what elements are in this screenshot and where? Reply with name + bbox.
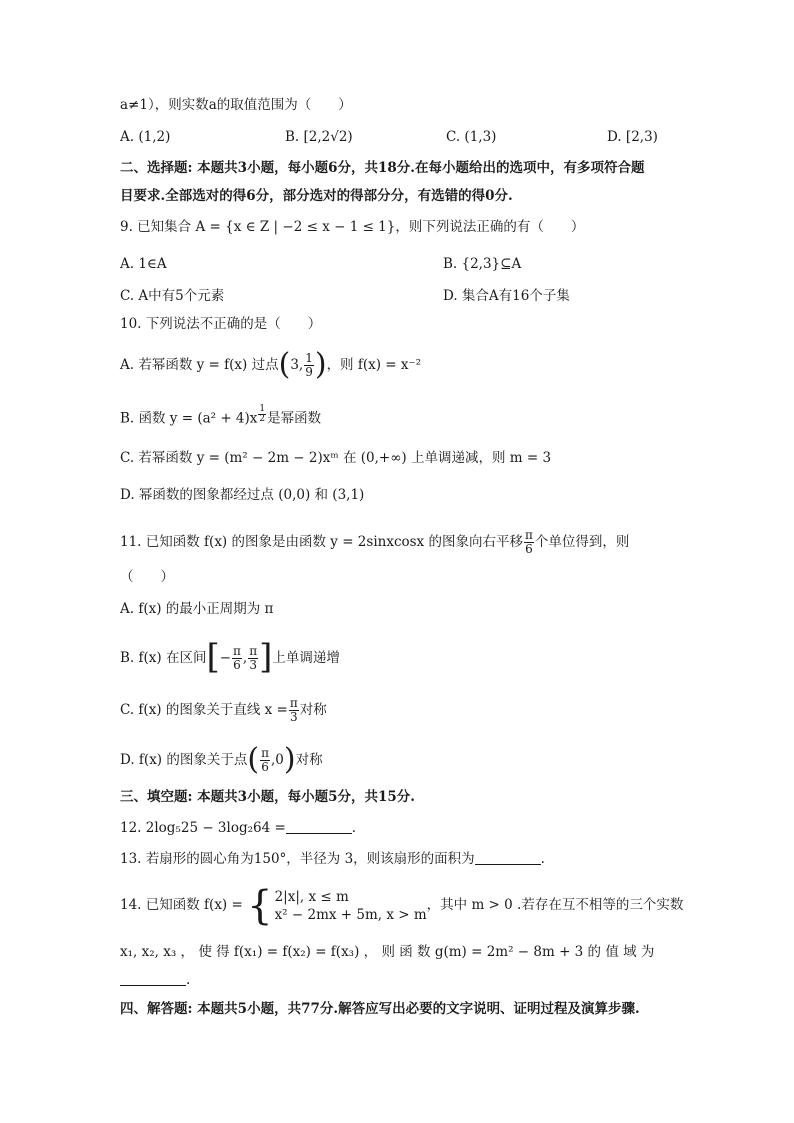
bracket-left: [	[206, 637, 220, 677]
q9-option-c: C. A中有5个元素	[120, 288, 225, 304]
paren-left: (	[278, 347, 291, 382]
q12-answer-blank[interactable]	[286, 819, 352, 834]
denominator: 3	[290, 710, 298, 724]
q14-row2: x² − 2mx + 5m, x > m	[274, 906, 427, 923]
q11-stem-pre: 11. 已知函数 f(x) 的图象是由函数 y = 2sinxcosx 的图象向右平移	[120, 534, 523, 550]
q10-a-fraction	[304, 352, 314, 379]
numerator: π	[233, 644, 241, 658]
q11-option-b: B. f(x) 在区间[− $\frac{\pi}{6}$ , $\frac{\pi}{3}$ ]上单调递增	[120, 637, 340, 677]
numerator: 1	[305, 351, 313, 365]
denominator: 9	[305, 365, 313, 379]
q9-stem: 9. 已知集合 A = {x ∈ Z | −2 ≤ x − 1 ≤ 1}，则下列说法正确的有（ ）	[120, 219, 585, 235]
q10-stem: 10. 下列说法不正确的是（ ）	[120, 316, 322, 332]
q8-option-c: C. (1,3)	[446, 129, 497, 145]
q8-option-a: A. (1,2)	[120, 129, 171, 145]
q8-option-d: D. [2,3)	[607, 129, 658, 145]
q14-stem	[120, 883, 683, 927]
section4-header: 四、解答题: 本题共5小题，共77分.解答应写出必要的文字说明、证明过程及演算步骤.	[120, 1001, 640, 1017]
numerator: π	[289, 696, 298, 710]
q10-b-exponent	[258, 405, 266, 424]
section3-header: 三、填空题: 本题共3小题，每小题5分，共15分.	[120, 789, 415, 805]
q11-c-post: 对称	[299, 702, 327, 718]
denominator: 2	[259, 414, 266, 424]
q10-option-d: D. 幂函数的图象都经过点 (0,0) 和 (3,1)	[120, 487, 365, 503]
q14-answer-blank[interactable]	[120, 971, 186, 986]
denominator: 6	[233, 658, 241, 672]
q11-b-pre: B. f(x) 在区间	[120, 650, 207, 666]
q12-text: 12. 2log₅25 − 3log₂64 =	[120, 820, 286, 836]
q10-option-c: C. 若幂函数 y = (m² − 2m − 2)xᵐ 在 (0,+∞) 上单调递减，则 m = 3	[120, 450, 552, 466]
q14-line2: x₁, x₂, x₃ ， 使 得 f(x₁) = f(x₂) = f(x₃) ， 则 函 数 g(m) = 2m² − 8m + 3 的 值 域 为	[120, 944, 655, 960]
q11-stem-fraction	[524, 529, 534, 556]
q13-answer-blank[interactable]	[475, 850, 541, 865]
q11-c-fraction	[289, 697, 299, 724]
bracket-right: ]	[259, 637, 273, 677]
paren-left: (	[247, 742, 260, 777]
q14-row1: 2|x|, x ≤ m	[274, 888, 349, 905]
q11-b-fraction-2	[248, 645, 258, 672]
q13-stem: 13. 若扇形的圆心角为150°，半径为 3，则该扇形的面积为 .	[120, 851, 545, 867]
q11-d-post: 对称	[295, 752, 323, 768]
q11-stem	[120, 529, 629, 556]
q9-option-a: A. 1∈A	[120, 256, 167, 272]
q11-option-c	[120, 697, 327, 724]
q13-text: 13. 若扇形的圆心角为150°，半径为 3，则该扇形的面积为	[120, 851, 475, 867]
q14-answer-line: .	[120, 970, 190, 990]
q11-stem-post: 个单位得到，则	[534, 534, 630, 550]
section2-header-line2: 目要求.全部选对的得6分，部分选对的得部分分，有选错的得0分.	[120, 188, 513, 204]
denominator: 3	[249, 658, 257, 672]
numerator: π	[261, 746, 269, 760]
paren-right: )	[314, 347, 327, 382]
q11-b-fraction-1	[232, 645, 242, 672]
q10-a-point: 3,	[290, 357, 304, 373]
q10-option-b	[120, 405, 321, 429]
section2-header-line1: 二、选择题: 本题共3小题，每小题6分，共18分.在每小题给出的选项中，有多项符合题	[120, 160, 645, 176]
q9-option-d: D. 集合A有16个子集	[443, 288, 570, 304]
q10-b-pre: B. 函数 y = (a² + 4)x	[120, 410, 258, 427]
numerator: π	[524, 528, 533, 542]
q10-b-post: 是幂函数	[267, 410, 322, 427]
q8-option-b: B. [2,2√2)	[285, 129, 353, 145]
q11-d-pre: D. f(x) 的图象关于点	[120, 752, 248, 768]
q14-post: ，其中 m > 0 .若存在互不相等的三个实数	[426, 897, 684, 913]
q11-stem-paren: （ ）	[120, 569, 174, 585]
q14-pre: 14. 已知函数 f(x) =	[120, 897, 243, 913]
numerator: π	[249, 644, 258, 658]
numerator: 1	[259, 404, 266, 414]
q8-stem-tail: a≠1），则实数a的取值范围为（ ）	[120, 97, 352, 113]
q11-option-d: D. f(x) 的图象关于点( $\frac{\pi}{6}$ ,0)对称	[120, 742, 323, 777]
denominator: 6	[525, 542, 533, 556]
paren-right: )	[283, 742, 296, 777]
denominator: 6	[261, 760, 269, 774]
q14-piecewise	[247, 882, 427, 929]
q11-c-pre: C. f(x) 的图象关于直线 x =	[120, 702, 288, 718]
q10-a-pre: A. 若幂函数 y = f(x) 过点	[120, 357, 279, 373]
q12-stem: 12. 2log₅25 − 3log₂64 = .	[120, 820, 357, 836]
q11-d-fraction	[260, 747, 270, 774]
q9-option-b: B. {2,3}⊆A	[443, 256, 522, 272]
q10-option-a	[120, 347, 422, 382]
q11-b-post: 上单调递增	[272, 650, 340, 666]
brace-icon: {	[247, 882, 273, 929]
q11-option-a: A. f(x) 的最小正周期为 π	[120, 601, 274, 617]
q10-a-post: ，则 f(x) = x⁻²	[326, 357, 422, 373]
